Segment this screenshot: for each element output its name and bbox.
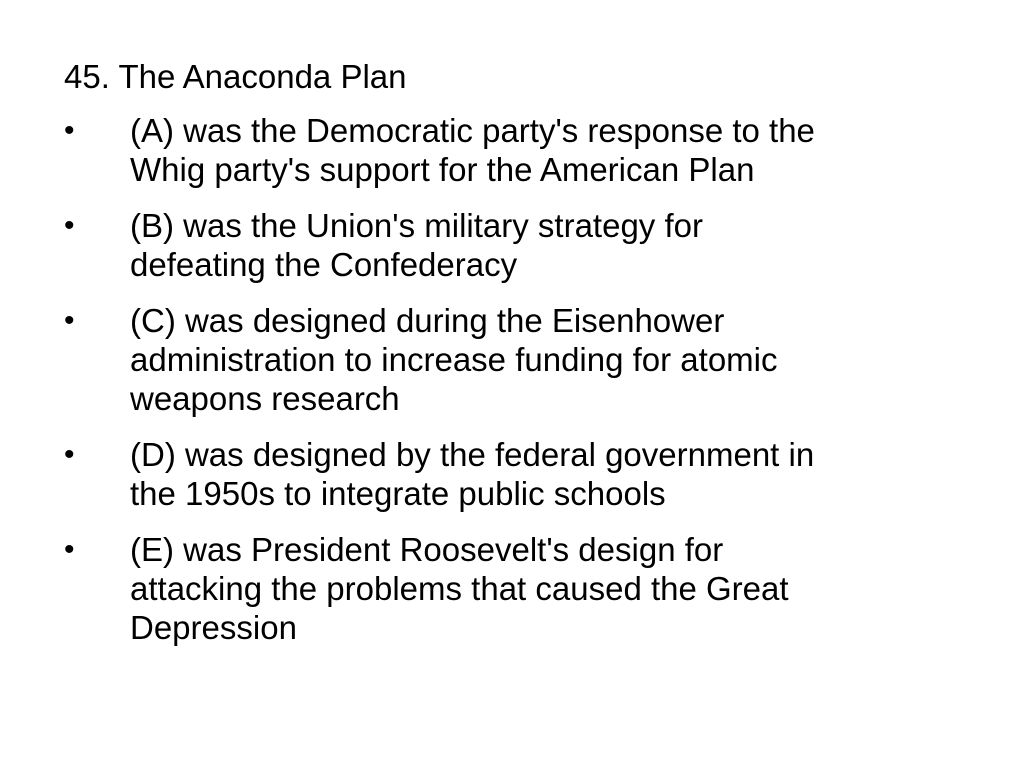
answer-option-text [130,530,964,647]
answer-options-list [64,111,964,664]
bullet-icon: • [64,209,75,242]
answer-option-a [64,111,964,189]
option-line: administration to increase funding for atomic [130,341,778,378]
answer-option-text [130,301,964,418]
option-line: defeating the Confederacy [130,246,518,283]
option-line: weapons research [130,380,400,417]
option-line: the 1950s to integrate public schools [130,475,666,512]
bullet-icon: • [64,114,75,147]
answer-option-text [130,435,964,513]
bullet-icon: • [64,533,75,566]
bullet-icon: • [64,304,75,337]
answer-option-c [64,301,964,418]
answer-option-text [130,111,964,189]
option-line: attacking the problems that caused the Great [130,570,789,607]
option-line: (C) was designed during the Eisenhower [130,302,725,339]
option-line: (A) was the Democratic party's response to the [130,112,815,149]
option-line: (E) was President Roosevelt's design for [130,531,724,568]
option-line: Depression [130,609,297,646]
question-title: 45. The Anaconda Plan [64,58,407,95]
bullet-icon: • [64,438,75,471]
option-line: (B) was the Union's military strategy for [130,207,703,244]
option-line: Whig party's support for the American Plan [130,151,755,188]
answer-option-d [64,435,964,513]
answer-option-e [64,530,964,647]
answer-option-text [130,206,964,284]
answer-option-b [64,206,964,284]
option-line: (D) was designed by the federal government in [130,436,815,473]
